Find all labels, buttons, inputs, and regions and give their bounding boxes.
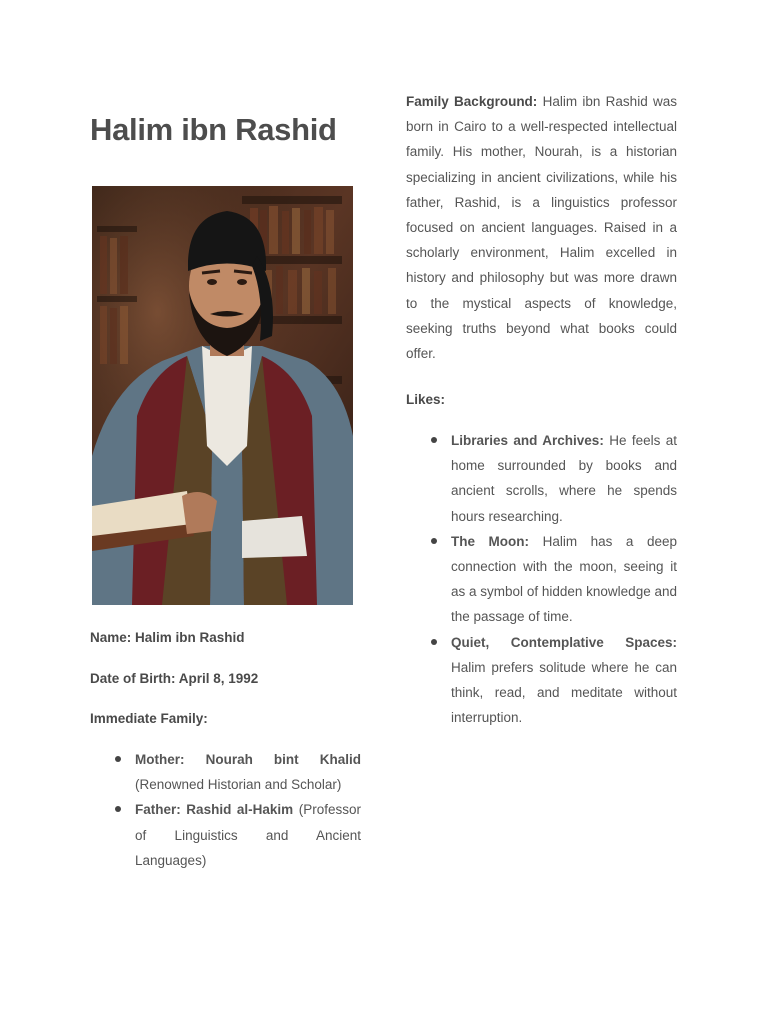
item-label: The Moon: xyxy=(451,533,530,549)
family-list xyxy=(90,747,361,873)
item-text: (Renowned Historian and Scholar) xyxy=(135,777,342,793)
item-label: Father: Rashid al-Hakim xyxy=(135,802,294,818)
item-label: Quiet, Contemplative Spaces: xyxy=(451,634,677,650)
item-text: (Professor of Linguistics and Ancient Languages) xyxy=(135,802,361,868)
dob-line: Date of Birth: April 8, 1992 xyxy=(90,671,259,686)
item-label: Libraries and Archives: xyxy=(451,433,604,448)
background-text: Halim ibn Rashid was born in Cairo to a well-respected intellectual family. His mother, Nourah, is a historian specializing in ancient civilizations, while his father, Rashid, is a linguistics professor focused on ancient languages. Raised in a scholarly environment, Halim excelled in history and philosophy but was more drawn to the mystical aspects of knowledge, seeking truths beyond what books could offer. xyxy=(406,94,677,362)
list-item xyxy=(406,630,677,731)
list-item xyxy=(90,797,361,873)
item-text: He feels at home surrounded by books and ancient scrolls, where he spends hours researching. xyxy=(451,433,677,524)
background-label: Family Background: xyxy=(406,94,538,109)
item-label: Mother: Nourah bint Khalid xyxy=(135,752,361,767)
likes-heading: Likes: xyxy=(406,392,446,407)
item-text: Halim has a deep connection with the moon, seeing it as a symbol of hidden knowledge and the passage of time. xyxy=(451,533,678,625)
family-heading: Immediate Family: xyxy=(90,711,208,726)
likes-list xyxy=(406,428,677,730)
list-item xyxy=(406,529,677,630)
item-text: Halim prefers solitude where he can think, read, and meditate without interruption. xyxy=(451,659,677,726)
list-item xyxy=(90,747,361,797)
list-item xyxy=(406,428,677,529)
family-background-paragraph xyxy=(406,89,677,366)
name-line: Name: Halim ibn Rashid xyxy=(90,630,245,645)
page-title: Halim ibn Rashid xyxy=(90,112,337,147)
portrait-image xyxy=(92,186,353,605)
